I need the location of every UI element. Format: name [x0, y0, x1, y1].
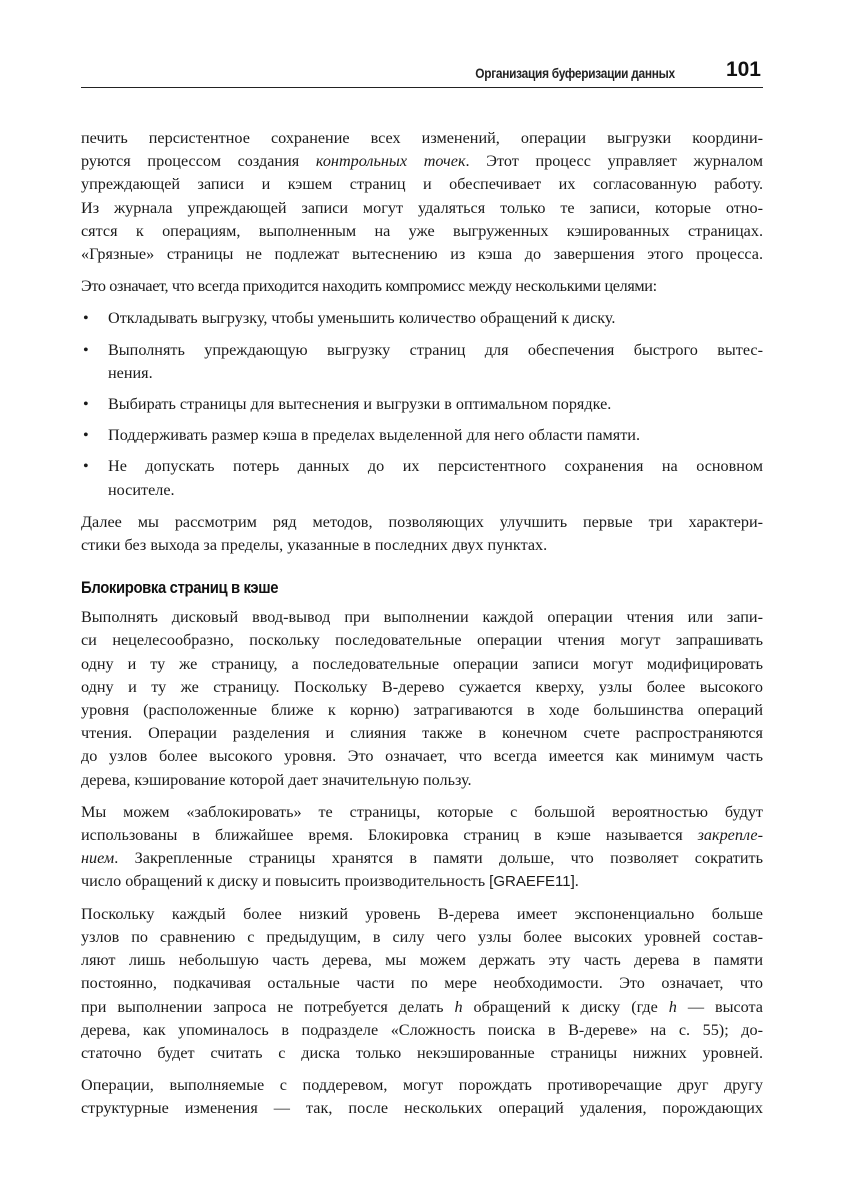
text-line: уровня (расположенные ближе к корню) затрагиваются в ходе большинства операций: [81, 701, 763, 720]
text-line: одну и ту же страницу, а последовательные операции записи могут модифицировать: [81, 654, 763, 673]
list-item: [81, 393, 763, 416]
text-line: одну и ту же страницу. Поскольку B-дерево сужается кверху, узлы более высокого: [81, 677, 763, 696]
bullet-list: [81, 307, 763, 501]
text-line: узлов по сравнению с предыдущим, в силу чего узлы более высоких уровней состав-: [81, 927, 763, 946]
text-line: при выполнении запроса не потребуется делать h обращений к диску (где h — высота: [81, 997, 763, 1016]
text-line: упреждающей записи и кэшем страниц и обеспечивает их согласованную работу.: [81, 175, 763, 194]
paragraph-7: [81, 1074, 763, 1120]
bullet-marker: •: [83, 340, 89, 359]
text-line: нения.: [108, 363, 153, 382]
text-line: носителе.: [108, 480, 175, 499]
text-line: дерева, кэширование которой дает значительную пользу.: [81, 770, 472, 789]
paragraph-2: [81, 275, 763, 298]
bullet-marker: •: [83, 309, 89, 328]
text-line: статочно будет считать с диска только некэшированные страницы нижних уровней.: [81, 1043, 763, 1062]
text-line: дерева, как упоминалось в подразделе «Сложность поиска в B-дереве» на с. 55); до-: [81, 1020, 763, 1039]
text-line: Операции, выполняемые с поддеревом, могут порождать противоречащие друг другу: [81, 1076, 763, 1095]
variable-h: h: [668, 997, 677, 1016]
text-line: Это означает, что всегда приходится находить компромисс между несколькими целями:: [81, 277, 657, 296]
text-line: «Грязные» страницы не подлежат вытеснению из кэша до завершения этого процесса.: [81, 245, 763, 264]
bullet-marker: •: [83, 426, 89, 445]
list-item: [81, 424, 763, 447]
term-checkpoints: контрольных точек: [315, 152, 466, 171]
running-header-title: Организация буферизации данных: [475, 66, 675, 81]
text-line: Не допускать потерь данных до их персистентного сохранения на основном: [108, 457, 763, 476]
term-pinning: закрепле-: [697, 826, 763, 845]
text-line: число обращений к диску и повысить производительность [GRAEFE11].: [81, 872, 579, 891]
text-line: Далее мы рассмотрим ряд методов, позволяющих улучшить первые три характери-: [81, 512, 763, 531]
text-line: Поддерживать размер кэша в пределах выделенной для него области памяти.: [108, 426, 641, 445]
citation-link[interactable]: [GRAEFE11]: [489, 873, 575, 891]
text-line: Откладывать выгрузку, чтобы уменьшить количество обращений к диску.: [108, 309, 616, 328]
bullet-marker: •: [83, 457, 89, 476]
text-line: Мы можем «заблокировать» те страницы, которые с большой вероятностью будут: [81, 802, 763, 821]
text-line: использованы в ближайшее время. Блокировка страниц в кэше называется закрепле-: [81, 826, 763, 845]
text-line: печить персистентное сохранение всех изменений, операции выгрузки координи-: [81, 129, 763, 147]
text-line: Выполнять дисковый ввод-вывод при выполнении каждой операции чтения или запи-: [81, 608, 763, 627]
paragraph-6: [81, 903, 763, 1065]
bullet-marker: •: [83, 395, 89, 414]
variable-h: h: [454, 997, 463, 1016]
list-item: [81, 339, 763, 385]
text-line: до узлов более высокого уровня. Это означает, что всегда имеется как минимум часть: [81, 747, 763, 766]
text-line: нием. Закрепленные страницы хранятся в памяти дольше, что позволяет сократить: [81, 849, 763, 868]
paragraph-3: [81, 511, 763, 557]
paragraph-1: [81, 127, 763, 266]
page-number: 101: [725, 58, 761, 81]
text-line: руются процессом создания контрольных точек. Этот процесс управляет журналом: [81, 152, 763, 171]
paragraph-5: [81, 801, 763, 894]
term-pinning-end: нием: [81, 849, 115, 868]
text-line: Выполнять упреждающую выгрузку страниц для обеспечения быстрого вытес-: [108, 340, 763, 359]
page-body: [81, 127, 763, 1130]
list-item: [81, 455, 763, 501]
text-line: чтения. Операции разделения и слияния также в конечном счете распространяются: [81, 724, 763, 743]
text-line: сятся к операциям, выполненным на уже выгруженных кэшированных страницах.: [81, 221, 763, 240]
paragraph-4: [81, 606, 763, 792]
list-item: [81, 307, 763, 330]
running-header: [81, 57, 763, 88]
text-line: постоянно, подкачивая остальные части по мере необходимости. Это означает, что: [81, 974, 763, 993]
text-line: ляют лишь небольшую часть дерева, мы можем держать эту часть дерева в памяти: [81, 951, 763, 970]
text-line: Выбирать страницы для вытеснения и выгрузки в оптимальном порядке.: [108, 395, 612, 414]
section-heading: Блокировка страниц в кэше: [81, 579, 279, 598]
text-line: структурные изменения — так, после нескольких операций удаления, порождающих: [81, 1099, 763, 1118]
text-line: Из журнала упреждающей записи могут удаляться только те записи, которые отно-: [81, 198, 763, 217]
text-line: Поскольку каждый более низкий уровень B-дерева имеет экспоненциально больше: [81, 904, 763, 923]
text-line: си нецелесообразно, поскольку последовательные операции чтения могут запрашивать: [81, 631, 763, 650]
text-line: стики без выхода за пределы, указанные в последних двух пунктах.: [81, 536, 548, 555]
